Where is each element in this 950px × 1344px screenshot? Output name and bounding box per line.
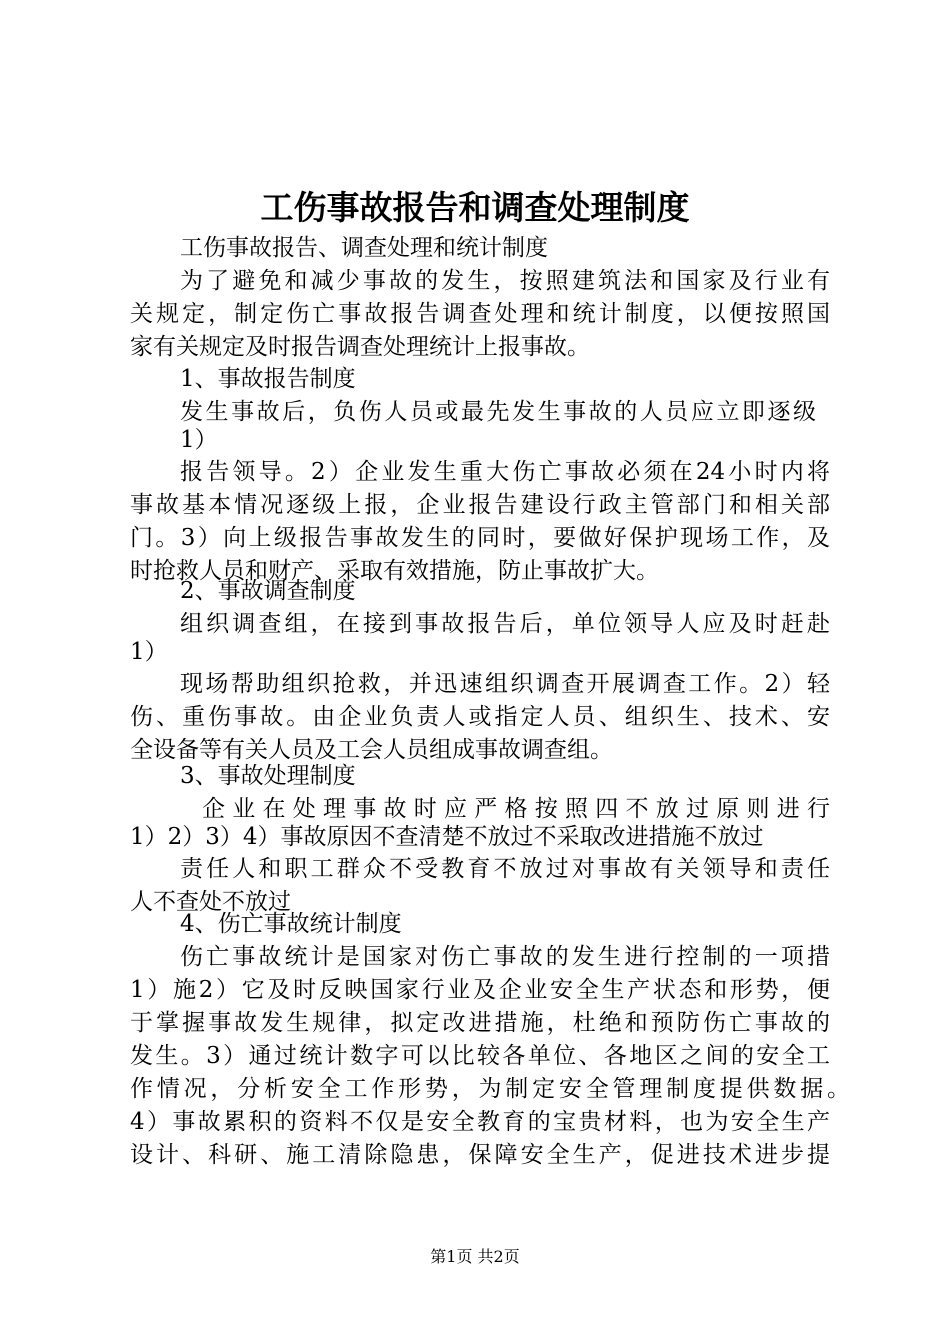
section-heading: 4、伤亡事故统计制度 (180, 911, 402, 937)
text-line: 1）2）3）4）事故原因不查清楚不放过不采取改进措施不放过 (130, 824, 764, 850)
text-line: 时抢救人员和财产、采取有效措施，防止事故扩大。 (130, 558, 659, 584)
text-line: 1） (180, 427, 218, 453)
text-line: 事故基本情况逐级上报，企业报告建设行政主管部门和相关部 (130, 492, 830, 518)
text-line: 发生事故后，负伤人员或最先发生事故的人员应立即逐级 (180, 399, 816, 425)
text-line: 伤、重伤事故。由企业负责人或指定人员、组织生、技术、安 (130, 704, 830, 730)
subtitle-line: 工伤事故报告、调查处理和统计制度 (180, 235, 548, 261)
text-line: 人不查处不放过 (130, 889, 291, 915)
section-heading: 2、事故调查制度 (180, 578, 356, 604)
text-line: 为了避免和减少事故的发生，按照建筑法和国家及行业有 (180, 268, 830, 294)
text-line: 伤亡事故统计是国家对伤亡事故的发生进行控制的一项措 (180, 944, 830, 970)
text-line: 发生。3）通过统计数字可以比较各单位、各地区之间的安全工 (130, 1043, 830, 1069)
text-line: 1） (130, 639, 168, 665)
text-line: 关规定，制定伤亡事故报告调查处理和统计制度，以便按照国 (130, 301, 830, 327)
text-line: 现场帮助组织抢救，并迅速组织调查开展调查工作。2）轻 (180, 671, 830, 697)
section-heading: 1、事故报告制度 (180, 366, 356, 392)
text-line: 4）事故累积的资料不仅是安全教育的宝贵材料，也为安全生产 (130, 1109, 830, 1135)
text-line: 作情况，分析安全工作形势，为制定安全管理制度提供数据。 (130, 1076, 850, 1102)
section-heading: 3、事故处理制度 (180, 763, 356, 789)
text-line: 报告领导。2）企业发生重大伤亡事故必须在24小时内将 (180, 459, 830, 485)
text-line: 设计、科研、施工清除隐患，保障安全生产，促进技术进步提 (130, 1142, 830, 1168)
text-line: 责任人和职工群众不受教育不放过对事故有关领导和责任 (180, 856, 830, 882)
text-line: 于掌握事故发生规律，拟定改进措施，杜绝和预防伤亡事故的 (130, 1010, 830, 1036)
text-line: 全设备等有关人员及工会人员组成事故调查组。 (130, 737, 613, 763)
text-line: 门。3）向上级报告事故发生的同时，要做好保护现场工作，及 (130, 525, 830, 551)
document-title: 工伤事故报告和调查处理制度 (260, 188, 690, 227)
text-line: 家有关规定及时报告调查处理统计上报事故。 (130, 334, 590, 360)
text-line: 组织调查组，在接到事故报告后，单位领导人应及时赶赴 (180, 611, 830, 637)
page-footer: 第1页 共2页 (430, 1247, 520, 1266)
text-line: 企业在处理事故时应严格按照四不放过原则进行 (202, 796, 830, 822)
text-line: 1）施2）它及时反映国家行业及企业安全生产状态和形势，便 (130, 977, 830, 1003)
